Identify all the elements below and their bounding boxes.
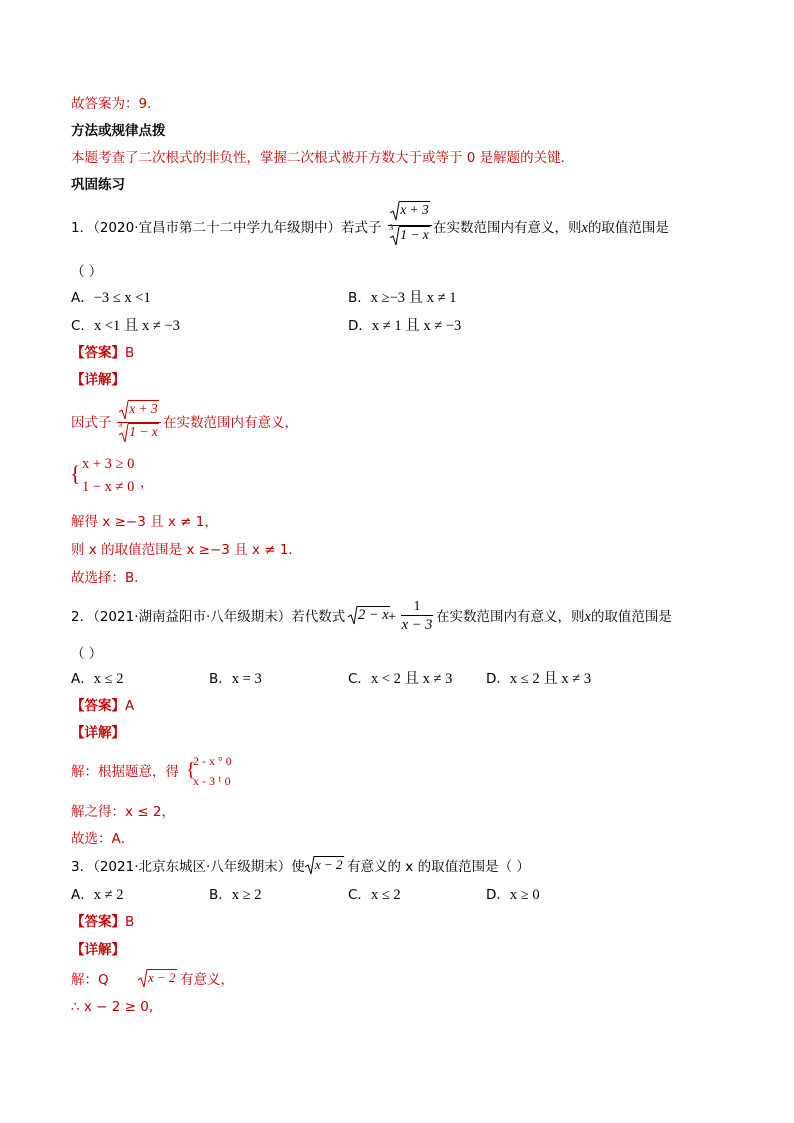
q1-option-a: A．−3 ≤ x <1 bbox=[71, 290, 151, 306]
q3-solve-before: 解：Q bbox=[71, 972, 109, 988]
q2-frac-den: x − 3 bbox=[401, 617, 433, 633]
q1-range: 则 x 的取值范围是 x ≥−3 且 x ≠ 1． bbox=[71, 542, 302, 558]
q2-detail-tag: 【详解】 bbox=[71, 725, 125, 741]
q2-stem-after: 在实数范围内有意义，则x的取值范围是 bbox=[436, 609, 672, 625]
q1-system-brace: { bbox=[70, 461, 81, 486]
q1-option-c: C．x <1 且 x ≠ −3 bbox=[71, 318, 180, 334]
q1-system-comma: ， bbox=[140, 475, 154, 491]
q1-option-d: D．x ≠ 1 且 x ≠ −3 bbox=[348, 318, 462, 334]
q1-option-b: B．x ≥−3 且 x ≠ 1 bbox=[348, 290, 457, 306]
q3-stem-after: 有意义的 x 的取值范围是（ ） bbox=[347, 859, 530, 875]
q2-solve2: 解之得：x ≤ 2， bbox=[71, 804, 175, 820]
q2-system-line1: 2 - x ° 0 bbox=[193, 754, 232, 768]
q2-answer: 【答案】A bbox=[71, 698, 135, 714]
q2-frac-num: 1 bbox=[413, 598, 421, 613]
q2-system-line2: x - 3 ¹ 0 bbox=[193, 774, 231, 788]
q1-answer: 【答案】B bbox=[71, 345, 135, 361]
q1-paren: （ ） bbox=[71, 264, 103, 280]
q3-sqrt: x − 2 bbox=[305, 856, 344, 875]
answer-line: 故答案为：9． bbox=[71, 96, 161, 112]
q2-fraction bbox=[401, 598, 433, 636]
q1-detail-tag: 【详解】 bbox=[71, 372, 125, 388]
q2-system-brace: { bbox=[186, 759, 196, 781]
q2-sqrt: 2 − x bbox=[348, 606, 390, 624]
q1-system-line2: 1 − x ≠ 0 bbox=[82, 479, 135, 495]
q2-plus: + bbox=[388, 609, 397, 625]
q2-choose: 故选：A． bbox=[71, 831, 135, 847]
q2-option-d: D．x ≤ 2 且 x ≠ 3 bbox=[486, 671, 592, 687]
q1-reason-cuberoot-den: 3 1 − x bbox=[119, 424, 159, 440]
q2-option-b: B．x = 3 bbox=[209, 671, 262, 687]
q1-reason-sqrt-num: x + 3 bbox=[119, 401, 159, 417]
q2-paren: （ ） bbox=[71, 646, 103, 662]
q3-detail-tag: 【详解】 bbox=[71, 942, 125, 958]
q1-cuberoot-denominator: 3 1 − x bbox=[390, 227, 430, 243]
q1-reason-after: 在实数范围内有意义， bbox=[163, 415, 298, 431]
q3-option-d: D．x ≥ 0 bbox=[486, 887, 540, 903]
q1-fraction bbox=[388, 202, 432, 248]
practice-heading: 巩固练习 bbox=[71, 177, 125, 193]
q3-stem-before: 3．（2021·北京东城区·八年级期末）使 bbox=[71, 859, 305, 875]
q3-option-c: C．x ≤ 2 bbox=[348, 887, 401, 903]
q2-solve-before: 解：根据题意，得 bbox=[71, 764, 179, 780]
q2-option-c: C．x < 2 且 x ≠ 3 bbox=[348, 671, 453, 687]
q1-reason-fraction bbox=[117, 401, 161, 443]
q1-stem-before: 1．（2020·宜昌市第二十二中学九年级期中）若式子 bbox=[71, 220, 382, 236]
q1-reason-before: 因式子 bbox=[71, 415, 112, 431]
method-heading: 方法或规律点拨 bbox=[71, 123, 166, 139]
q1-system-line1: x + 3 ≥ 0 bbox=[82, 456, 135, 472]
method-text: 本题考查了二次根式的非负性，掌握二次根式被开方数大于或等于 0 是解题的关键． bbox=[71, 150, 575, 166]
q3-last-line: ∴ x − 2 ≥ 0, bbox=[71, 999, 154, 1015]
q3-solve-after: 有意义， bbox=[180, 972, 234, 988]
q3-option-b: B．x ≥ 2 bbox=[209, 887, 262, 903]
q3-option-a: A．x ≠ 2 bbox=[71, 887, 124, 903]
q1-stem-after: 在实数范围内有意义，则x的取值范围是 bbox=[433, 220, 669, 236]
q2-stem-before: 2．（2021·湖南益阳市·八年级期末）若代数式 bbox=[71, 609, 346, 625]
q1-solve: 解得 x ≥−3 且 x ≠ 1， bbox=[71, 514, 218, 530]
q3-answer: 【答案】B bbox=[71, 914, 135, 930]
q3-sqrt-detail: x − 2 bbox=[138, 969, 177, 988]
q1-choose: 故选择：B． bbox=[71, 570, 148, 586]
q1-sqrt-numerator: x + 3 bbox=[390, 202, 430, 218]
q2-option-a: A．x ≤ 2 bbox=[71, 671, 124, 687]
